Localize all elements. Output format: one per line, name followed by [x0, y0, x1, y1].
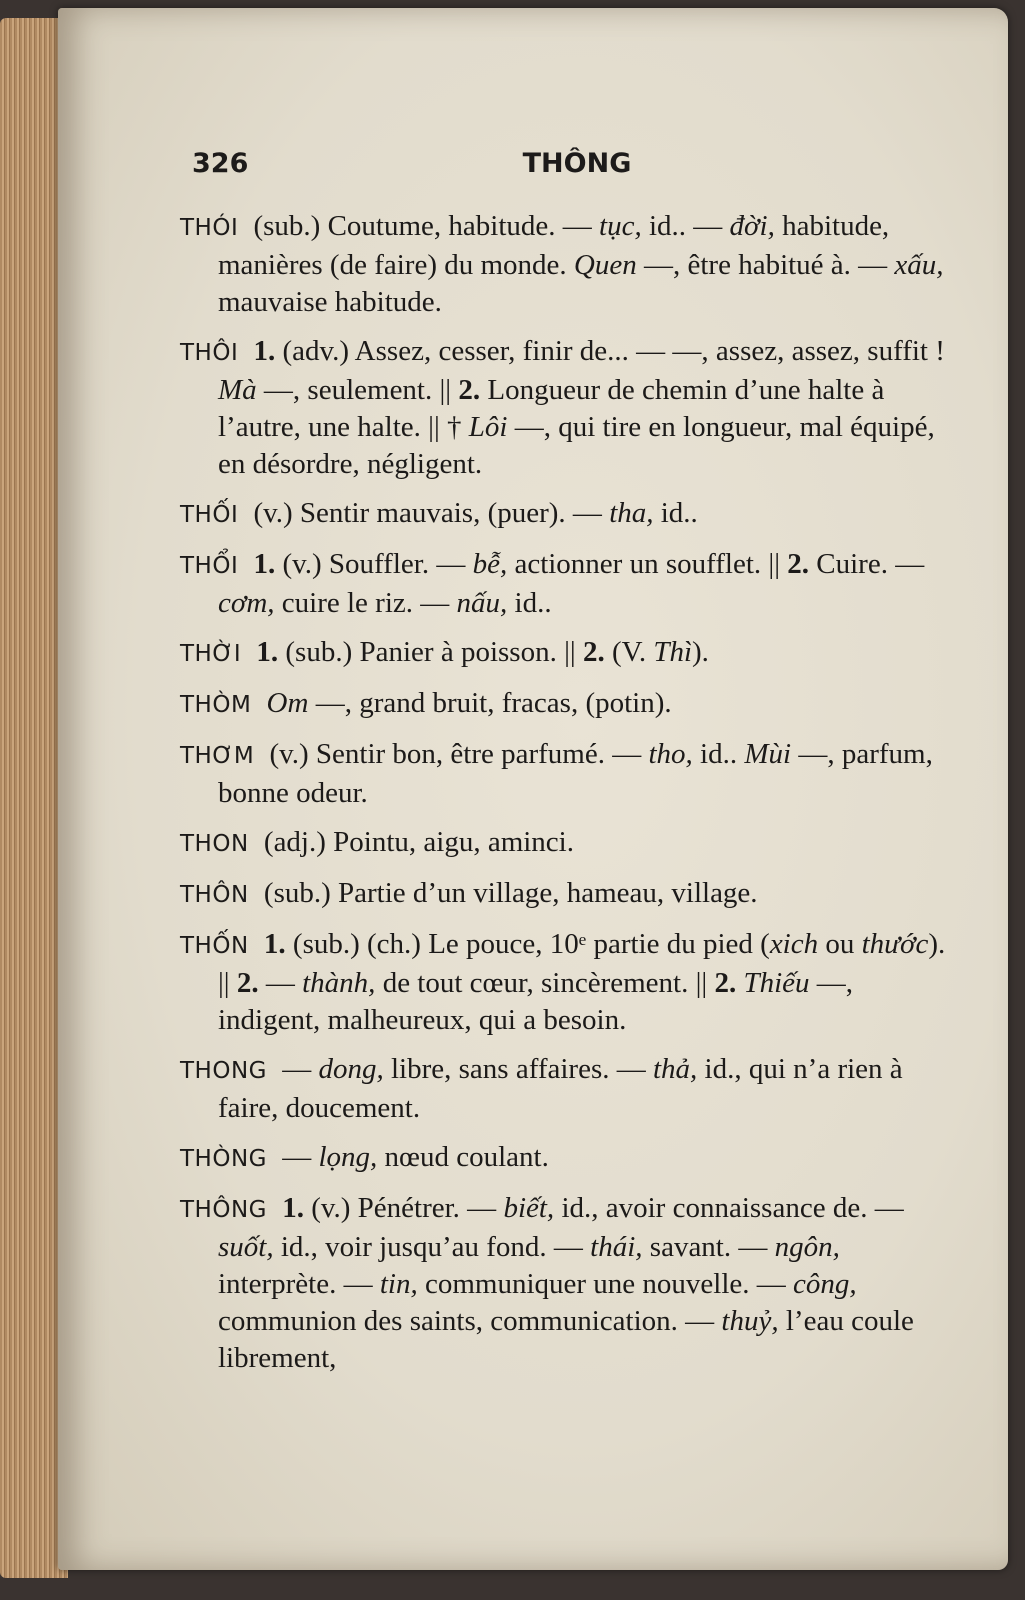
entry-text: (sub.) Panier à poisson. || — [278, 636, 583, 668]
entry-text: interprète. — — [218, 1268, 380, 1300]
entry-italic-text: dong, — [318, 1053, 384, 1085]
entry-italic-text: Thiếu — [743, 967, 810, 999]
entry-text: id., voir jusqu’au fond. — — [273, 1231, 591, 1263]
dictionary-entry — [180, 1051, 955, 1127]
entry-text: Longueur de chemin d’une halte à l’autre, une halte. || † — [218, 374, 885, 443]
entry-text: Cuire. — — [809, 548, 925, 580]
entry-headword: THÔI — [180, 340, 239, 366]
entry-text: libre, sans affaires. — — [383, 1053, 653, 1085]
entry-headword: THON — [180, 831, 249, 857]
entry-headword: THÔN — [180, 882, 249, 908]
entry-text: id., avoir connaissance de. — — [554, 1192, 904, 1224]
entry-italic-text: tha, — [609, 497, 654, 529]
entry-italic-text: lọng, — [318, 1141, 378, 1173]
entry-text: —, parfum, bonne odeur. — [218, 738, 933, 809]
entry-text: habitude, manières (de faire) du monde. — [218, 210, 890, 281]
entry-italic-text: thái, — [590, 1231, 643, 1263]
entry-italic-text: Lôi — [468, 411, 508, 443]
entry-text: 1. — [246, 548, 276, 580]
entry-italic-text: bễ, — [472, 548, 508, 580]
entry-text: —, indigent, malheureux, qui a besoin. — [218, 967, 854, 1036]
entry-italic-text: tục, — [599, 210, 642, 242]
entry-italic-text: suốt, — [218, 1231, 274, 1263]
entry-text: actionner un soufflet. || — [507, 548, 788, 580]
entry-headword: THÓI — [180, 215, 239, 241]
entry-text: (adv.) Assez, cesser, finir de... — —, assez, assez, suffit ! — [275, 335, 945, 367]
dictionary-entry — [180, 875, 955, 914]
entry-text: (v.) Sentir mauvais, (puer). — — [246, 497, 610, 529]
entry-italic-text: xich — [769, 928, 819, 960]
entry-text: (v.) Pénétrer. — — [303, 1192, 504, 1224]
entry-text: l’eau coule librement, — [218, 1305, 914, 1374]
entry-italic-text: Quen — [573, 249, 637, 281]
dictionary-entry — [180, 1190, 955, 1377]
entry-italic-text: công, — [793, 1268, 857, 1300]
entry-text: — — [258, 967, 303, 999]
entry-italic-text: thuỷ, — [721, 1305, 779, 1337]
entry-text: savant. — — [642, 1231, 775, 1263]
entry-headword: THONG — [180, 1058, 267, 1084]
entry-text: ). || — [218, 928, 946, 999]
dictionary-entry — [180, 824, 955, 863]
entry-italic-text: thước — [861, 928, 929, 960]
dictionary-entry — [180, 736, 955, 812]
entry-headword: THƠM — [180, 743, 255, 769]
entry-text: 2. — [458, 374, 481, 406]
entry-text: 1. — [256, 928, 286, 960]
entry-text: id., qui n’a rien à faire, doucement. — [218, 1053, 903, 1124]
entry-headword: THỔI — [180, 553, 239, 579]
entry-headword: THÒM — [180, 692, 252, 718]
entry-text: —, grand bruit, fracas, (potin). — [308, 687, 672, 719]
entry-italic-text: đời, — [729, 210, 775, 242]
entry-headword: THỐI — [180, 502, 239, 528]
entry-text: communiquer une nouvelle. — — [417, 1268, 794, 1300]
page-header — [192, 148, 962, 188]
entry-text: 2. — [236, 967, 259, 999]
entry-text: id.. — [653, 497, 698, 529]
entry-text: (sub.) Coutume, habitude. — — [246, 210, 600, 242]
entry-italic-text: Thì — [653, 636, 693, 668]
entry-text: 2. — [787, 548, 810, 580]
entry-italic-text: thả, — [652, 1053, 698, 1085]
entry-text: communion des saints, communication. — — [218, 1305, 722, 1337]
entry-text: (sub.) (ch.) Le pouce, 10ᵉ partie du pied ( — [285, 928, 770, 960]
dictionary-entry — [180, 208, 955, 321]
entry-headword: THÒNG — [180, 1146, 267, 1172]
entry-text: 2. — [582, 636, 605, 668]
entry-italic-text: xấu, — [894, 249, 944, 281]
entry-text: —, qui tire en longueur, mal équipé, en désordre, négligent. — [218, 411, 935, 480]
entry-italic-text: Mùi — [744, 738, 792, 770]
entry-text: id.. — [507, 587, 552, 619]
entry-italic-text: ngôn, — [774, 1231, 840, 1263]
entry-text: mauvaise habitude. — [218, 286, 442, 318]
entry-italic-text: cơm, — [218, 587, 275, 619]
dictionary-entry — [180, 546, 955, 622]
entry-text: cuire le riz. — — [274, 587, 457, 619]
entry-text: (v.) Souffler. — — [275, 548, 473, 580]
entry-text: 1. — [246, 335, 276, 367]
entry-text: de tout cœur, sincèrement. || — [375, 967, 715, 999]
entry-italic-text: tin, — [379, 1268, 418, 1300]
dictionary-entry — [180, 1139, 955, 1178]
entry-italic-text: thành, — [302, 967, 376, 999]
entry-text: ). — [692, 636, 709, 668]
entry-italic-text: Mà — [218, 374, 257, 406]
entry-text: (sub.) Partie d’un village, hameau, village. — [256, 877, 758, 909]
running-head: THÔNG — [522, 148, 632, 179]
entry-text: —, seulement. || — [256, 374, 459, 406]
entry-headword: THỐN — [180, 933, 249, 959]
entry-italic-text: Om — [266, 687, 309, 719]
dictionary-entry — [180, 926, 955, 1039]
entry-text: ou — [818, 928, 862, 960]
entry-text: nœud coulant. — [377, 1141, 549, 1173]
entry-text: 1. — [249, 636, 279, 668]
page-number: 326 — [192, 148, 249, 179]
dictionary-entry — [180, 685, 955, 724]
entry-text: 2. — [714, 967, 737, 999]
entry-headword: THÔNG — [180, 1197, 267, 1223]
entry-text: — — [274, 1141, 319, 1173]
entry-text: 1. — [274, 1192, 304, 1224]
dictionary-page — [58, 8, 1008, 1570]
entry-text: (v.) Sentir bon, être parfumé. — — [262, 738, 649, 770]
entry-text — [259, 687, 266, 719]
entry-headword: THỜI — [180, 641, 242, 667]
entry-text: id.. — [692, 738, 745, 770]
entry-italic-text: nấu, — [456, 587, 508, 619]
entry-italic-text: tho, — [648, 738, 693, 770]
entry-italic-text: biết, — [503, 1192, 555, 1224]
dictionary-entry — [180, 333, 955, 483]
entry-text: (V. — [604, 636, 654, 668]
entry-text: (adj.) Pointu, aigu, aminci. — [256, 826, 574, 858]
entry-text: — — [274, 1053, 319, 1085]
entry-text: —, être habitué à. — — [636, 249, 895, 281]
dictionary-entry — [180, 634, 955, 673]
dictionary-entry — [180, 495, 955, 534]
entry-text: id.. — — [641, 210, 730, 242]
entry-list — [180, 208, 955, 1389]
